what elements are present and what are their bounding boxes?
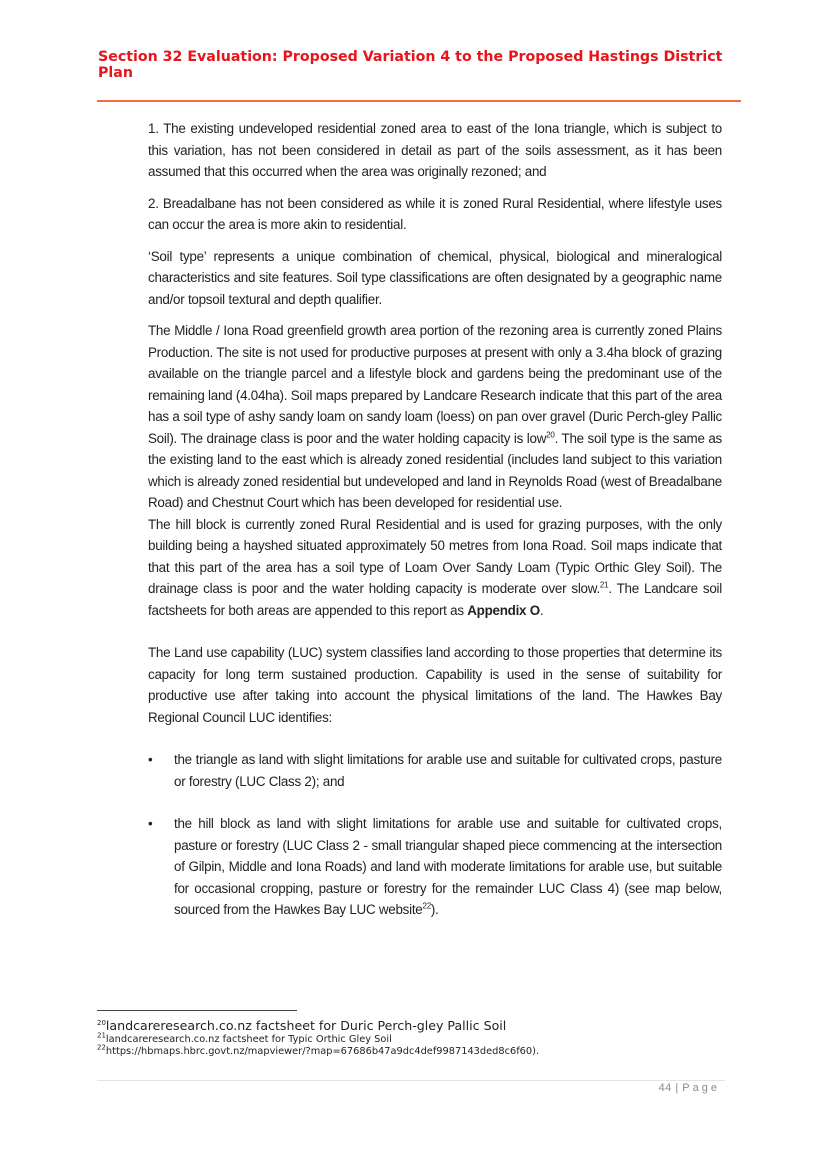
bullet-item-triangle: • the triangle as land with slight limitations for arable use and suitable for cultivated crops, pasture or forestry (LUC Class 2); and <box>148 749 722 792</box>
body-text <box>148 118 722 921</box>
header-divider <box>97 100 741 102</box>
bullet-icon: • <box>148 816 153 831</box>
luc-paragraph: The Land use capability (LUC) system classifies land according to those properties that determine its capacity for long term sustained production. Capability is used in the sense of suitability for productive use after taking into account the physical limitations of the land. The Hawkes Bay Regional Council LUC identifies: <box>148 645 722 725</box>
list-item-1: 1. The existing undeveloped residential zoned area to east of the Iona triangle, which is subject to this variation, has not been considered in detail as part of the soils assessment, as it has been assumed that this occurred when the area was originally rezoned; and <box>148 121 722 179</box>
page-number: 44 | Page <box>658 1082 720 1094</box>
footnote-ref-20[interactable]: 20 <box>546 430 555 440</box>
footnotes <box>97 1017 737 1058</box>
hill-block-paragraph: The hill block is currently zoned Rural Residential and is used for grazing purposes, with the only building being a hayshed situated approximately 50 metres from Iona Road. Soil maps indicate that that this part of the area has a soil type of Loam Over Sandy Loam (Typic Orthic Gley Soil). The drainage class is poor and the water holding capacity is moderate over slow.$^{21}$. The Landcare soil factsheets for both areas are appended to this report as Appendix O. <box>148 516 722 618</box>
footer-divider <box>97 1080 725 1081</box>
footnote-link[interactable]: https://hbmaps.hbrc.govt.nz/mapviewer/?map=67686b47a9dc4def9987143ded8c6f60). <box>105 1046 540 1057</box>
middle-iona-paragraph: The Middle / Iona Road greenfield growth area portion of the rezoning area is currently zoned Plains Production. The site is not used for productive purposes at present with only a 3.4ha block of grazing available on the triangle parcel and a lifestyle block and gardens being the predominant use of the remaining land (4.04ha). Soil maps prepared by Landcare Research indicate that this part of the area has a soil type of ashy sandy loam on sandy loam (loess) on pan over gravel (Duric Perch-gley Pallic Soil). The drainage class is poor and the water holding capacity is low$^{20}$. The soil type is the same as the existing land to the east which is already zoned residential (includes land subject to this variation which is already zoned residential but undeveloped and land in Reynolds Road (west of Breadalbane Road) and Chestnut Court which has been developed for residential use. <box>148 323 723 510</box>
footnote-ref-22[interactable]: 22 <box>422 901 431 911</box>
footnote-22: $^{22}$https://hbmaps.hbrc.govt.nz/mapviewer/?map=67686b47a9dc4def9987143ded8c6f60). <box>97 1043 540 1057</box>
footnote-ref-21[interactable]: 21 <box>599 580 609 590</box>
footnote-21: $^{21}$landcareresearch.co.nz factsheet for Typic Orthic Gley Soil <box>97 1031 392 1045</box>
appendix-reference: Appendix O <box>467 602 540 618</box>
soil-type-paragraph: ‘Soil type’ represents a unique combination of chemical, physical, biological and mineralogical characteristics and site features. Soil type classifications are often designated by a geographic name and/or topsoil textural and depth qualifier. <box>148 248 722 307</box>
bullet-item-hill-block: • the hill block as land with slight limitations for arable use and suitable for cultivated crops, pasture or forestry (LUC Class 2 - small triangular shaped piece commencing at the intersection of Gilpin, Middle and Iona Roads) and land with moderate limitations for arable use, but suitable for occasional cropping, pasture or forestry for the remainder LUC Class 4) (see map below, sourced from the Hawkes Bay LUC website$^{22}$). <box>148 813 722 921</box>
page-header-title: Section 32 Evaluation: Proposed Variation 4 to the Proposed Hastings District Plan <box>98 49 723 81</box>
bullet-icon: • <box>148 752 153 767</box>
footnote-20: $^{20}$landcareresearch.co.nz factsheet for Duric Perch-gley Pallic Soil <box>97 1018 507 1033</box>
list-item-2: 2. Breadalbane has not been considered as while it is zoned Rural Residential, where lifestyle uses can occur the area is more akin to residential. <box>148 195 722 232</box>
footnote-divider <box>97 1010 297 1011</box>
